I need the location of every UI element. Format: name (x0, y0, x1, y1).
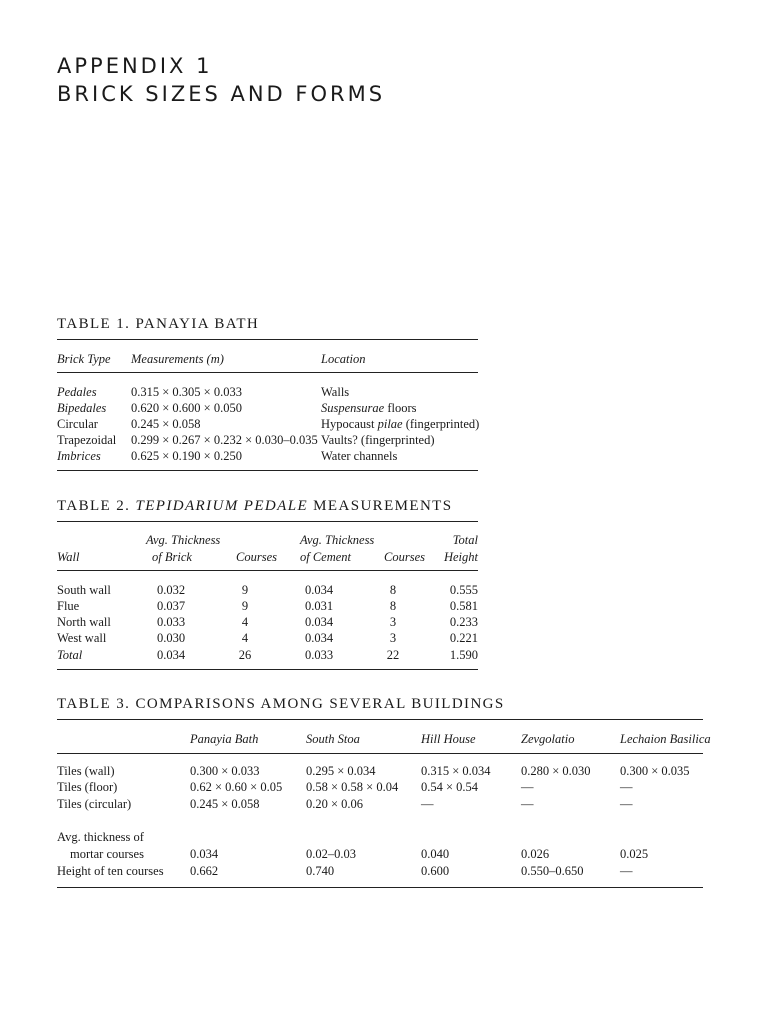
table1-brick-type: Trapezoidal (57, 433, 117, 447)
table2-cement: 0.034 (305, 631, 334, 645)
table3-cell: 0.280 × 0.030 (521, 764, 591, 778)
table3-header-panayia-bath: Panayia Bath (190, 732, 259, 746)
table2-courses2: 8 (389, 599, 397, 613)
table2-wall: Total (57, 648, 83, 662)
table3-cell: 0.295 × 0.034 (306, 764, 376, 778)
table3-cell: — (521, 780, 534, 794)
table2-header-brick-line2: of Brick (152, 550, 192, 564)
table1-location: Water channels (321, 449, 398, 463)
table2-total: 0.221 (449, 631, 478, 645)
table1-top-rule (57, 339, 478, 340)
table3-row-label: Tiles (wall) (57, 764, 115, 778)
table3-cell: 0.54 × 0.54 (421, 780, 479, 794)
table3-top-rule (57, 719, 703, 720)
table1-location-rest: (fingerprinted) (405, 417, 480, 431)
table2-title-post: MEASUREMENTS (313, 498, 453, 514)
table1-location-rest: floors (387, 401, 417, 415)
table1-measurement: 0.315 × 0.305 × 0.033 (131, 385, 242, 399)
appendix-subtitle: BRICK SIZES AND FORMS (57, 82, 386, 106)
table3-row-label: Height of ten courses (57, 864, 164, 878)
table2-brick: 0.037 (157, 599, 186, 613)
table3-header-south-stoa: South Stoa (306, 732, 360, 746)
table3-cell: 0.02–0.03 (306, 847, 356, 861)
table3-cell: 0.740 (306, 864, 335, 878)
appendix-heading (57, 52, 385, 108)
table3-cell: 0.600 (421, 864, 450, 878)
table2-header-courses2: Courses (384, 550, 425, 564)
table1-location-pre: Hypocaust (321, 417, 375, 431)
table2-wall: Flue (57, 599, 80, 613)
table2-cement: 0.031 (305, 599, 334, 613)
table1-measurement: 0.625 × 0.190 × 0.250 (131, 449, 242, 463)
table2-brick: 0.033 (157, 615, 186, 629)
table1-location (321, 401, 417, 416)
table2-total: 0.581 (449, 599, 478, 613)
table2-courses2: 3 (389, 631, 397, 645)
table1-location: Walls (321, 385, 350, 399)
table2-header-courses1: Courses (236, 550, 277, 564)
table3-cell: — (620, 780, 633, 794)
table3-cell: — (620, 797, 633, 811)
table1-location (321, 417, 479, 432)
table2-header-wall: Wall (57, 550, 80, 564)
table3-bottom-rule (57, 887, 703, 888)
table2-header-cement-line1: Avg. Thickness (300, 533, 375, 547)
table2-cement: 0.034 (305, 583, 334, 597)
table1-header-brick-type: Brick Type (57, 352, 111, 366)
table1-location: Vaults? (fingerprinted) (321, 433, 435, 447)
table2-wall: North wall (57, 615, 111, 629)
table3-row-label: Tiles (circular) (57, 797, 132, 811)
table3-cell: 0.662 (190, 864, 219, 878)
table3-cell: 0.58 × 0.58 × 0.04 (306, 780, 399, 794)
table1-measurement: 0.299 × 0.267 × 0.232 × 0.030–0.035 (131, 433, 318, 447)
table2-cement: 0.034 (305, 615, 334, 629)
table2-total: 0.555 (449, 583, 478, 597)
table2-wall: West wall (57, 631, 107, 645)
table3-cell: 0.034 (190, 847, 219, 861)
table2-courses1: 4 (241, 631, 249, 645)
table3-cell: 0.025 (620, 847, 649, 861)
table3-cell: 0.62 × 0.60 × 0.05 (190, 780, 283, 794)
table1-header-rule (57, 372, 478, 373)
table3-cell: — (620, 864, 633, 878)
table1-location-italic: pilae (377, 417, 403, 431)
table2-courses1: 26 (238, 648, 252, 662)
table2-courses2: 22 (386, 648, 400, 662)
table1-bottom-rule (57, 470, 478, 471)
table2-courses1: 4 (241, 615, 249, 629)
table2-brick: 0.030 (157, 631, 186, 645)
table2-courses1: 9 (241, 583, 249, 597)
table2-top-rule (57, 521, 478, 522)
table1-header-measurements: Measurements (m) (131, 352, 224, 366)
table3-cell: 0.550–0.650 (521, 864, 584, 878)
table3-header-lechaion-basilica: Lechaion Basilica (620, 732, 711, 746)
table3-cell: — (521, 797, 534, 811)
table3-cell: 0.040 (421, 847, 450, 861)
table1-title: TABLE 1. PANAYIA BATH (57, 316, 260, 332)
table2-brick: 0.032 (157, 583, 186, 597)
table3-cell: 0.026 (521, 847, 550, 861)
table3-row-label-line2: mortar courses (70, 847, 144, 861)
table1-brick-type: Circular (57, 417, 98, 431)
table2-cement: 0.033 (305, 648, 334, 662)
table2-title-pre: TABLE 2. (57, 498, 131, 514)
table1-brick-type: Bipedales (57, 401, 107, 415)
table1-header-location: Location (321, 352, 366, 366)
table3-cell: 0.300 × 0.033 (190, 764, 260, 778)
table3-header-hill-house: Hill House (421, 732, 476, 746)
table2-header-rule (57, 570, 478, 571)
table2-bottom-rule (57, 669, 478, 670)
table2-header-total-line2: Height (443, 550, 478, 564)
table2-title-italic: TEPIDARIUM PEDALE (135, 498, 309, 514)
table2-brick: 0.034 (157, 648, 186, 662)
table3-title: TABLE 3. COMPARISONS AMONG SEVERAL BUILDINGS (57, 696, 505, 712)
table1-measurement: 0.245 × 0.058 (131, 417, 201, 431)
table3-header-rule (57, 753, 703, 754)
table3-cell: — (421, 797, 434, 811)
table2-header-total-line1: Total (452, 533, 478, 547)
table3-row-label-line1: Avg. thickness of (57, 830, 144, 844)
table1-brick-type: Pedales (57, 385, 97, 399)
table2-courses2: 3 (389, 615, 397, 629)
table2-courses2: 8 (389, 583, 397, 597)
table3-cell: 0.300 × 0.035 (620, 764, 690, 778)
table2-wall: South wall (57, 583, 111, 597)
table3-header-zevgolatio: Zevgolatio (521, 732, 575, 746)
table2-header-cement-line2: of Cement (300, 550, 352, 564)
table3-cell: 0.315 × 0.034 (421, 764, 491, 778)
table3-cell: 0.245 × 0.058 (190, 797, 260, 811)
table2-header-brick-line1: Avg. Thickness (146, 533, 221, 547)
table1-brick-type: Imbrices (57, 449, 101, 463)
table1-location-italic: Suspensurae (321, 401, 385, 415)
appendix-title: APPENDIX 1 (57, 54, 213, 78)
table2-courses1: 9 (241, 599, 249, 613)
table1-measurement: 0.620 × 0.600 × 0.050 (131, 401, 242, 415)
table2-title (57, 498, 452, 515)
table3-cell: 0.20 × 0.06 (306, 797, 364, 811)
table2-total: 0.233 (449, 615, 478, 629)
table3-row-label: Tiles (floor) (57, 780, 118, 794)
table2-total: 1.590 (449, 648, 478, 662)
